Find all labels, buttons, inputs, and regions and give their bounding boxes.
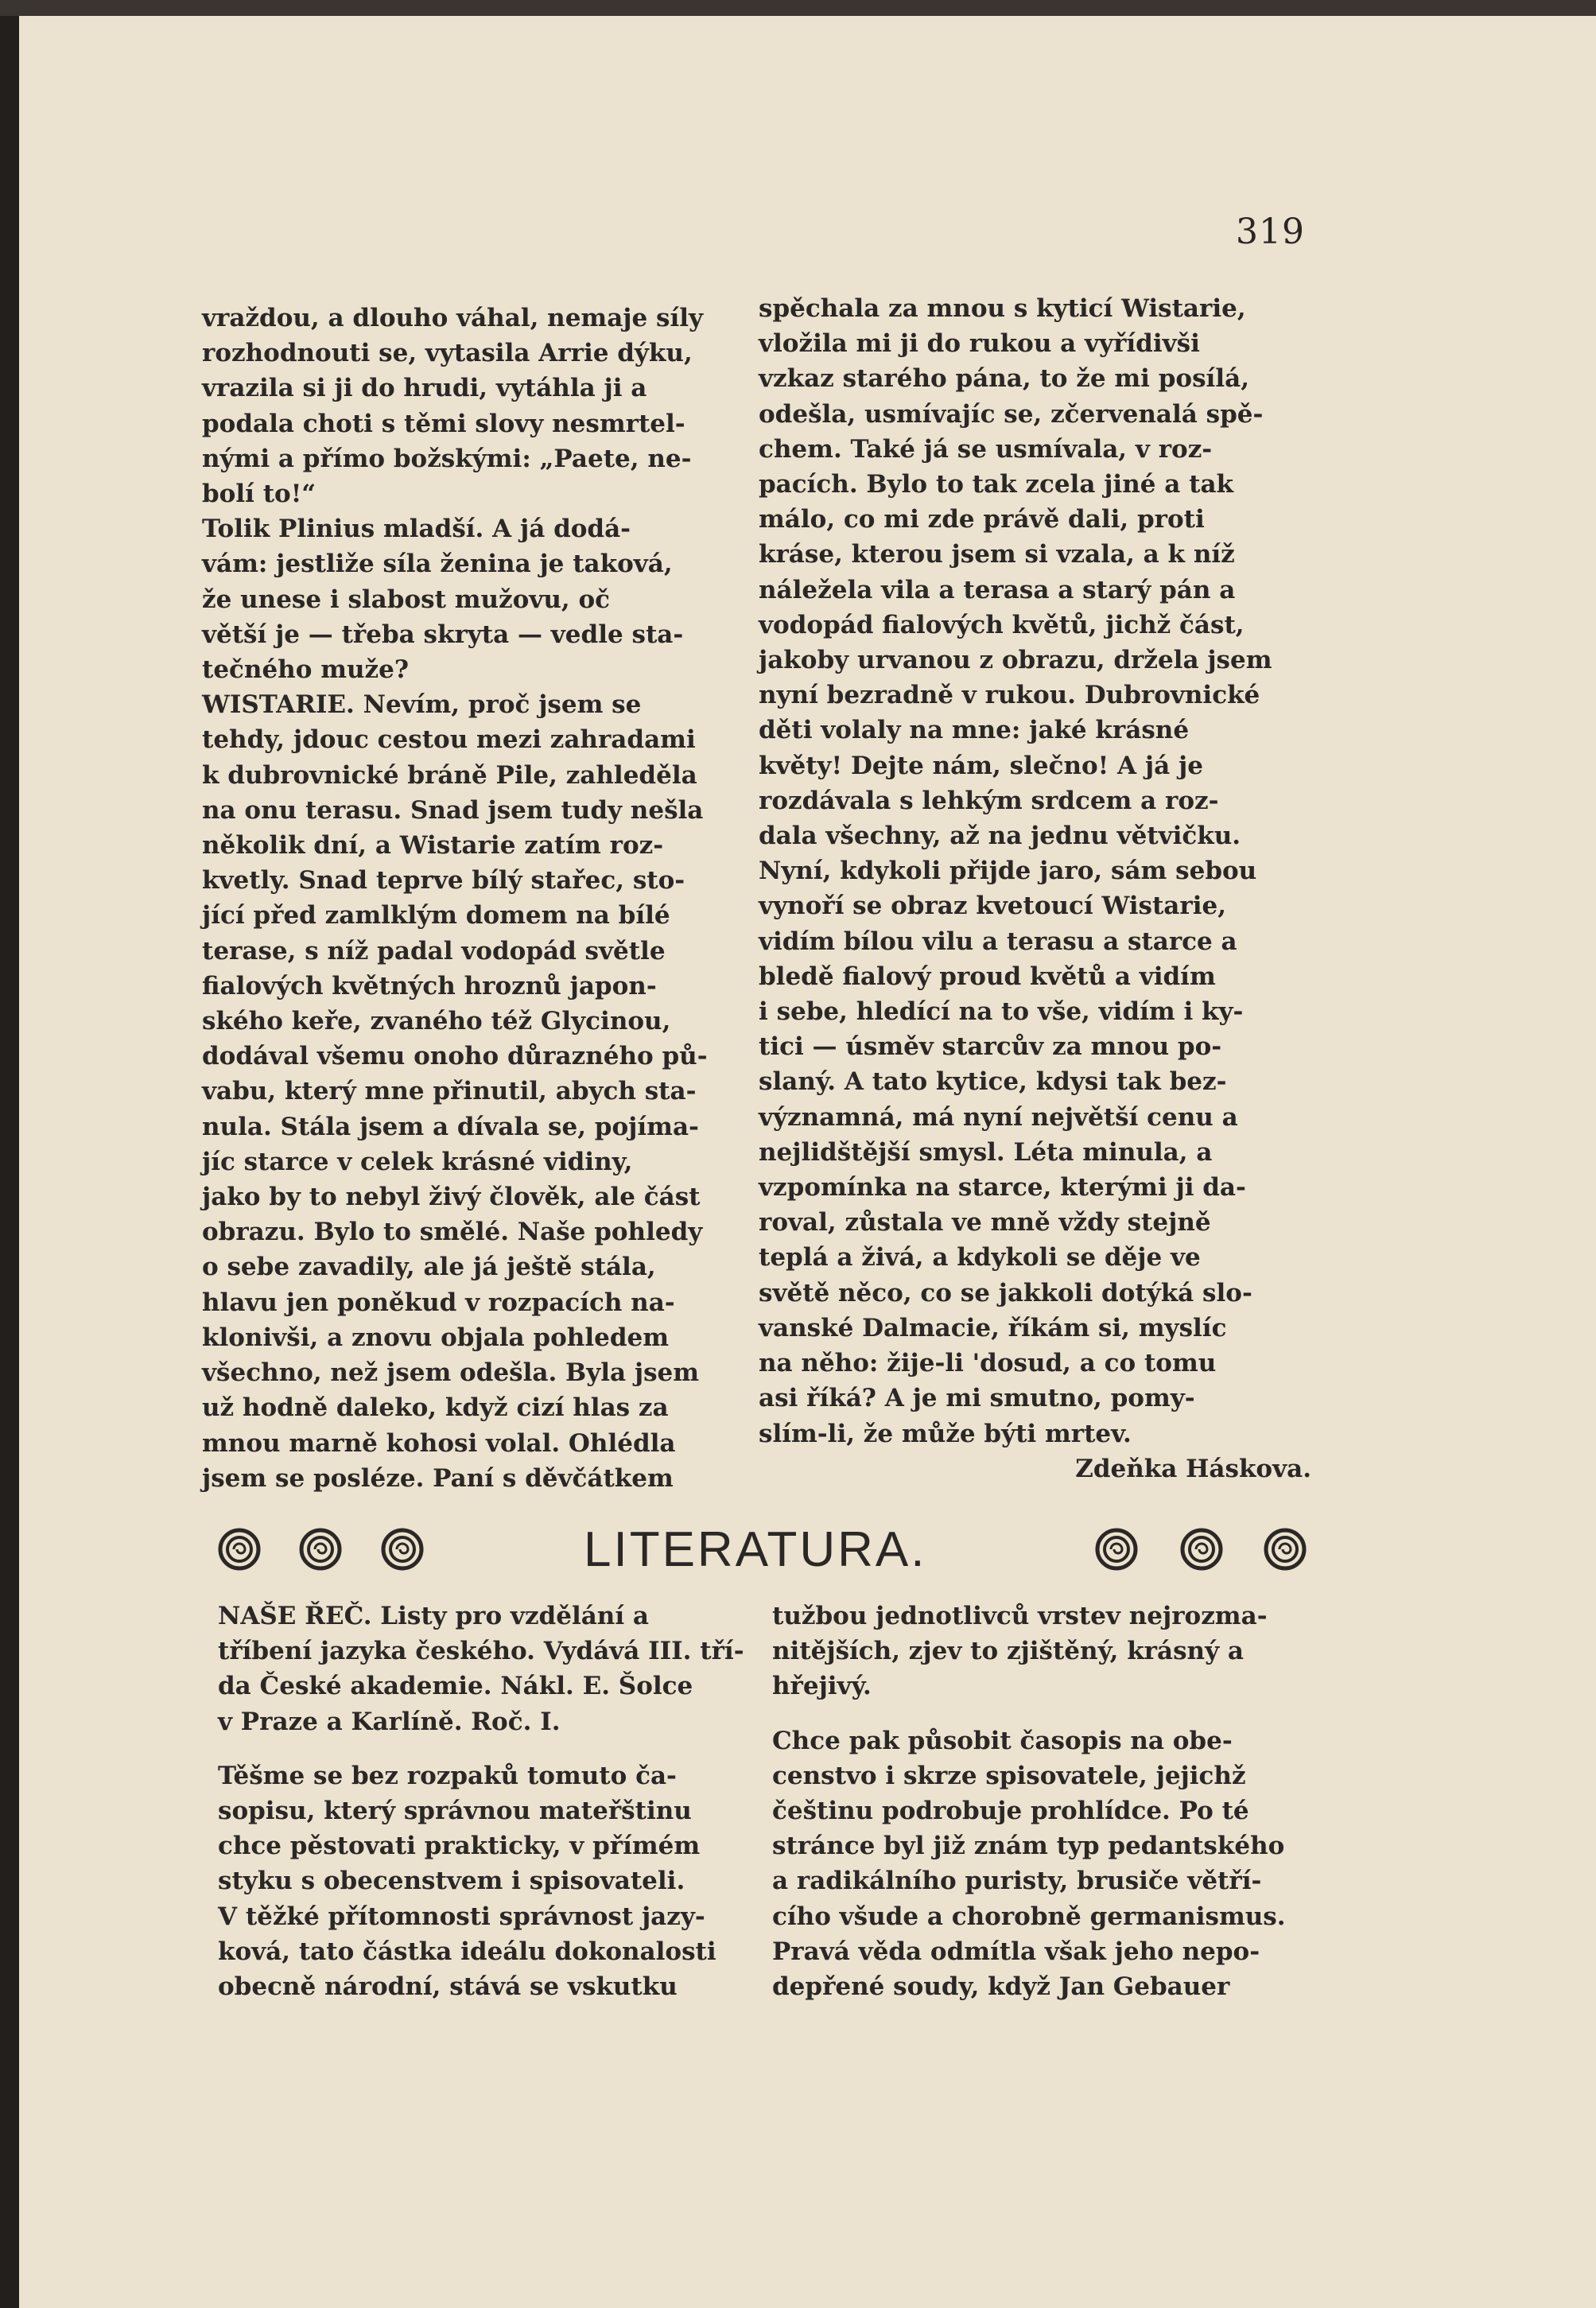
text-line: rozdávala s lehkým srdcem a roz- (759, 786, 1219, 815)
text-line: všechno, než jsem odešla. Byla jsem (202, 1358, 700, 1388)
text-line: vám: jestliže síla ženina je taková, (202, 550, 673, 579)
text-line: i sebe, hledící na to vše, vidím i ky- (759, 997, 1244, 1027)
text-line: teplá a živá, a kdykoli se děje ve (759, 1243, 1201, 1273)
text-line: nými a přímo božskými: „Paete, ne- (202, 444, 692, 473)
text-line: spěchala za mnou s kyticí Wistarie, (759, 294, 1246, 323)
text-line: vynoří se obraz kvetoucí Wistarie, (759, 892, 1227, 921)
text-line: květy! Dejte nám, slečno! A já je (759, 751, 1203, 780)
text-line: tužbou jednotlivců vrstev nejrozma- (772, 1602, 1268, 1630)
text-line: odešla, usmívajíc se, zčervenalá spě- (759, 399, 1264, 429)
left-column-bottom (218, 1599, 767, 2004)
text-line: vodopád fialových květů, jichž část, (759, 610, 1245, 639)
text-line: významná, má nyní největší cenu a (759, 1102, 1238, 1132)
text-line: nitějších, zjev to zjištěný, krásný a (772, 1637, 1244, 1666)
text-line: ského keře, zvaného též Glycinou, (202, 1007, 671, 1036)
text-line: vanské Dalmacie, říkám si, myslíc (759, 1313, 1227, 1342)
book-gutter (0, 16, 19, 2308)
paragraph-gap (218, 1739, 767, 1758)
text-line: hlavu jen poněkud v rozpacích na- (202, 1288, 675, 1317)
text-line: rozhodnouti se, vytasila Arrie dýku, (202, 339, 693, 368)
text-line: Nyní, kdykoli přijde jaro, sám sebou (759, 857, 1257, 886)
text-line: WISTARIE. Nevím, proč jsem se (202, 690, 642, 720)
text-line: pacích. Bylo to tak zcela jiné a tak (759, 470, 1234, 499)
rose-ornament-icon (381, 1528, 424, 1571)
right-column-bottom (772, 1599, 1317, 2004)
text-line: vidím bílou vilu a terasu a starce a (759, 927, 1237, 956)
section-heading-row (218, 1521, 1311, 1585)
text-line: tehdy, jdouc cestou mezi zahradami (202, 725, 696, 755)
book-page (19, 16, 1596, 2308)
text-line: NAŠE ŘEČ. Listy pro vzdělání a (218, 1602, 650, 1630)
text-line: cího všude a chorobně germanismus. (772, 1902, 1286, 1931)
text-line: chce pěstovati prakticky, v přímém (218, 1832, 701, 1861)
text-line: češtinu podrobuje prohlídce. Po té (772, 1797, 1249, 1826)
text-line: světě něco, co se jakkoli dotýká slo- (759, 1278, 1252, 1307)
text-line: na onu terasu. Snad jsem tudy nešla (202, 795, 704, 825)
text-line: Chce pak působit časopis na obe- (772, 1726, 1233, 1755)
text-line: nejlidštější smysl. Léta minula, a (759, 1137, 1213, 1167)
text-line: Tolik Plinius mladší. A já dodá- (202, 515, 631, 544)
text-line: bledě fialový proud květů a vidím (759, 962, 1216, 991)
text-line: stránce byl již znám typ pedantského (772, 1832, 1285, 1861)
text-line: da České akademie. Nákl. E. Šolce (218, 1672, 693, 1701)
text-line: a radikálního puristy, brusiče větří- (772, 1867, 1262, 1896)
text-line: vrazila si ji do hrudi, vytáhla ji a (202, 374, 647, 403)
text-line: fialových květných hroznů japon- (202, 971, 657, 1001)
text-line: kvetly. Snad teprve bílý stařec, sto- (202, 866, 685, 896)
text-line: v Praze a Karlíně. Roč. I. (218, 1707, 561, 1736)
text-line: tříbení jazyka českého. Vydává III. tří- (218, 1637, 744, 1666)
text-line: jako by to nebyl živý člověk, ale část (202, 1183, 701, 1212)
text-line: vložila mi ji do rukou a vyřídivši (759, 329, 1200, 359)
text-line: Těšme se bez rozpaků tomuto ča- (218, 1761, 677, 1790)
text-line: vzkaz starého pána, to že mi posílá, (759, 364, 1249, 394)
text-line: náležela vila a terasa a starý pán a (759, 575, 1236, 604)
text-line: o sebe zavadily, ale já ještě stála, (202, 1253, 656, 1282)
text-line: asi říká? A je mi smutno, pomy- (759, 1384, 1195, 1413)
text-line: V těžké přítomnosti správnost jazy- (218, 1902, 705, 1931)
text-line: dala všechny, až na jednu větvičku. (759, 822, 1241, 851)
text-line: už hodně daleko, když cizí hlas za (202, 1393, 669, 1423)
text-line: terase, s níž padal vodopád světle (202, 936, 666, 966)
text-line: nula. Stála jsem a dívala se, pojíma- (202, 1112, 699, 1141)
text-line: kráse, kterou jsem si vzala, a k níž (759, 540, 1235, 569)
left-column-top (202, 301, 755, 1496)
text-line: slím-li, že může býti mrtev. (759, 1419, 1132, 1448)
text-line: styku s obecenstvem i spisovateli. (218, 1867, 685, 1896)
section-title: LITERATURA. (584, 1522, 927, 1577)
right-column-top-lines (759, 291, 1311, 1451)
text-line: bolí to!“ (202, 480, 316, 509)
text-line: děti volaly na mne: jaké krásné (759, 716, 1190, 745)
text-line: vabu, který mne přinutil, abych sta- (202, 1077, 697, 1106)
text-line: sopisu, který správnou mateřštinu (218, 1797, 692, 1826)
text-line: Pravá věda odmítla však jeho nepo- (772, 1937, 1260, 1966)
text-line: několik dní, a Wistarie zatím roz- (202, 831, 664, 861)
text-line: censtvo i skrze spisovatele, jejichž (772, 1761, 1246, 1790)
text-line: hřejivý. (772, 1672, 872, 1701)
text-line: jíc starce v celek krásné vidiny, (202, 1147, 633, 1176)
right-column-top (759, 291, 1311, 1486)
rose-ornament-icon (1264, 1528, 1307, 1571)
text-line: jakoby urvanou z obrazu, držela jsem (759, 646, 1272, 675)
paragraph-gap (772, 1704, 1317, 1723)
text-line: málo, co mi zde právě dali, proti (759, 505, 1205, 534)
text-line: že unese i slabost mužovu, oč (202, 585, 610, 614)
rose-ornament-icon (218, 1528, 261, 1571)
text-line: podala choti s těmi slovy nesmrtel- (202, 409, 685, 438)
rose-ornament-icon (299, 1528, 342, 1571)
author-signature: Zdeňka Háskova. (1075, 1454, 1311, 1483)
text-line: nyní bezradně v rukou. Dubrovnické (759, 681, 1260, 710)
text-line: mnou marně kohosi volal. Ohlédla (202, 1428, 676, 1458)
text-line: vzpomínka na starce, kterými ji da- (759, 1173, 1246, 1203)
text-line: na něho: žije-li 'dosud, a co tomu (759, 1349, 1217, 1378)
text-line: depřené soudy, když Jan Gebauer (772, 1972, 1230, 2002)
text-line: jsem se posléze. Paní s děvčátkem (202, 1463, 674, 1493)
text-line: větší je — třeba skryta — vedle sta- (202, 620, 684, 649)
page-number: 319 (1236, 212, 1305, 252)
text-line: obecně národní, stává se vskutku (218, 1972, 678, 2002)
text-line: tečného muže? (202, 655, 410, 685)
text-line: dodával všemu onoho důrazného pů- (202, 1042, 708, 1071)
text-line: obrazu. Bylo to smělé. Naše pohledy (202, 1218, 703, 1247)
rose-ornament-icon (1180, 1528, 1223, 1571)
text-line: ková, tato částka ideálu dokonalosti (218, 1937, 716, 1966)
text-line: klonivši, a znovu objala pohledem (202, 1323, 670, 1352)
text-line: tici — úsměv starcův za mnou po- (759, 1032, 1222, 1062)
rose-ornament-icon (1095, 1528, 1138, 1571)
text-line: jící před zamlklým domem na bílé (202, 901, 670, 931)
text-line: slaný. A tato kytice, kdysi tak bez- (759, 1067, 1227, 1097)
text-line: chem. Také já se usmívala, v roz- (759, 434, 1213, 464)
text-line: vraždou, a dlouho váhal, nemaje síly (202, 304, 704, 332)
text-line: roval, zůstala ve mně vždy stejně (759, 1208, 1211, 1238)
text-line: k dubrovnické bráně Pile, zahleděla (202, 760, 697, 790)
